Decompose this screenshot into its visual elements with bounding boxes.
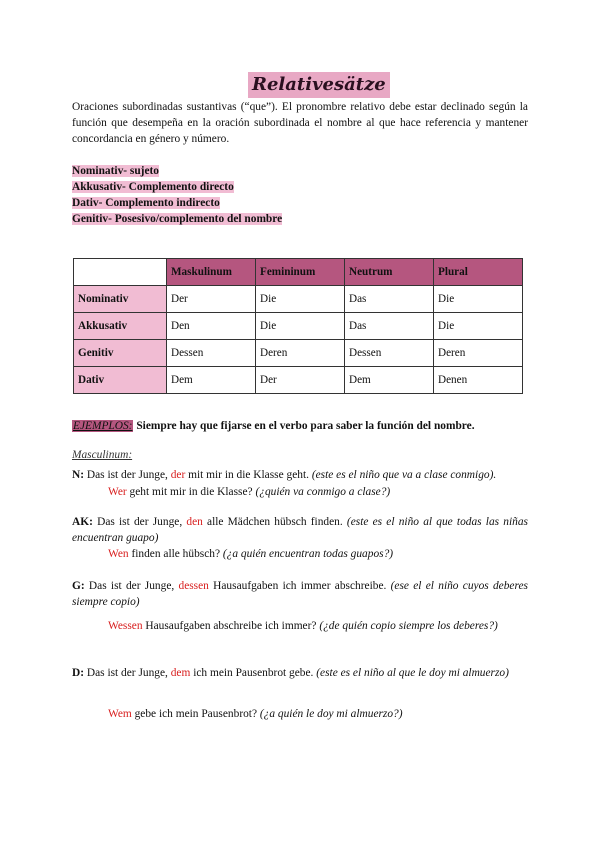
example-label: N: <box>72 469 85 481</box>
example-text: Das ist der Junge, <box>92 516 187 528</box>
case-dativ: Dativ- Complemento indirecto <box>72 197 220 209</box>
question-akkusativ <box>108 546 393 562</box>
table-cell: Die <box>256 286 345 313</box>
example-label: D: <box>72 667 85 679</box>
row-label-genitiv: Genitiv <box>74 340 167 367</box>
example-genitiv <box>72 578 528 610</box>
question-pronoun: Wem <box>108 708 132 720</box>
case-akkusativ: Akkusativ- Complemento directo <box>72 181 234 193</box>
header-maskulinum: Maskulinum <box>167 259 256 286</box>
relative-pronoun: dessen <box>178 580 209 592</box>
table-cell: Die <box>434 286 523 313</box>
row-label-dativ: Dativ <box>74 367 167 394</box>
example-text: Das ist der Junge, <box>84 667 171 679</box>
table-cell: Der <box>256 367 345 394</box>
example-translation: (este es el niño que va a clase conmigo). <box>311 469 497 481</box>
relative-pronoun: der <box>170 469 186 481</box>
examples-heading <box>72 418 475 434</box>
table-corner-cell <box>74 259 167 286</box>
header-plural: Plural <box>434 259 523 286</box>
question-text: finden alle hübsch? <box>128 548 223 560</box>
examples-tag: EJEMPLOS: <box>73 420 133 432</box>
examples-rule: Siempre hay que fijarse en el verbo para saber la función del nombre. <box>133 420 475 432</box>
table-row <box>74 286 523 313</box>
question-translation: (¿de quién copio siempre los deberes?) <box>319 620 498 632</box>
table-cell: Dem <box>167 367 256 394</box>
example-translation: (este es el niño al que le doy mi almuerzo) <box>316 667 509 679</box>
example-akkusativ <box>72 514 528 546</box>
table-cell: Die <box>256 313 345 340</box>
example-text: alle Mädchen hübsch finden. <box>202 516 347 528</box>
header-femininum: Femininum <box>256 259 345 286</box>
example-translation: (ese el el niño cuyos deberes siempre copio) <box>72 580 528 608</box>
example-nominativ <box>72 467 528 483</box>
table-cell: Denen <box>434 367 523 394</box>
example-text: Das ist der Junge, <box>84 580 179 592</box>
row-label-akkusativ: Akkusativ <box>74 313 167 340</box>
question-genitiv <box>108 618 498 634</box>
question-text: gebe ich mein Pausenbrot? <box>131 708 260 720</box>
table-cell: Deren <box>434 340 523 367</box>
table-row <box>74 313 523 340</box>
case-nominativ: Nominativ- sujeto <box>72 165 160 177</box>
question-dativ <box>108 706 403 722</box>
question-translation: (¿a quién encuentran todas guapos?) <box>222 548 394 560</box>
table-cell: Dem <box>345 367 434 394</box>
example-dativ <box>72 665 528 681</box>
table-cell: Die <box>434 313 523 340</box>
question-pronoun: Wessen <box>108 620 143 632</box>
case-item <box>72 195 282 211</box>
case-item <box>72 211 282 227</box>
intro-paragraph: Oraciones subordinadas sustantivas (“que”). El pronombre relativo debe estar declinado según la función que desempeña en la oración subordinada el nombre al que hace referencia y mantener concordancia en género y número. <box>72 101 528 145</box>
header-neutrum: Neutrum <box>345 259 434 286</box>
example-text: ich mein Pausenbrot gebe. <box>190 667 317 679</box>
question-nominativ <box>108 484 390 500</box>
example-text: mit mir in die Klasse geht. <box>185 469 312 481</box>
relative-pronoun: den <box>186 516 203 528</box>
case-list <box>72 163 282 227</box>
case-genitiv: Genitiv- Posesivo/complemento del nombre <box>72 213 283 225</box>
table-cell: Dessen <box>167 340 256 367</box>
question-text: geht mit mir in die Klasse? <box>126 486 256 498</box>
example-text: Das ist der Junge, <box>84 469 171 481</box>
table-cell: Das <box>345 286 434 313</box>
table-header-row <box>74 259 523 286</box>
question-pronoun: Wen <box>108 548 129 560</box>
example-text: Hausaufgaben ich immer abschreibe. <box>208 580 391 592</box>
relative-pronoun: dem <box>170 667 191 679</box>
question-translation: (¿quién va conmigo a clase?) <box>255 486 391 498</box>
table-cell: Den <box>167 313 256 340</box>
case-item <box>72 163 282 179</box>
declension-table <box>73 258 523 394</box>
table-cell: Der <box>167 286 256 313</box>
case-item <box>72 179 282 195</box>
example-label: AK: <box>72 516 93 528</box>
table-cell: Dessen <box>345 340 434 367</box>
row-label-nominativ: Nominativ <box>74 286 167 313</box>
table-row <box>74 340 523 367</box>
question-pronoun: Wer <box>108 486 127 498</box>
masculinum-label: Masculinum: <box>72 449 133 461</box>
question-translation: (¿a quién le doy mi almuerzo?) <box>259 708 403 720</box>
page-title: Relativesätze <box>248 72 390 98</box>
question-text: Hausaufgaben abschreibe ich immer? <box>142 620 320 632</box>
example-label: G: <box>72 580 85 592</box>
table-row <box>74 367 523 394</box>
table-cell: Deren <box>256 340 345 367</box>
table-cell: Das <box>345 313 434 340</box>
example-translation: (este es el niño al que todas las niñas encuentran guapo) <box>72 516 528 544</box>
